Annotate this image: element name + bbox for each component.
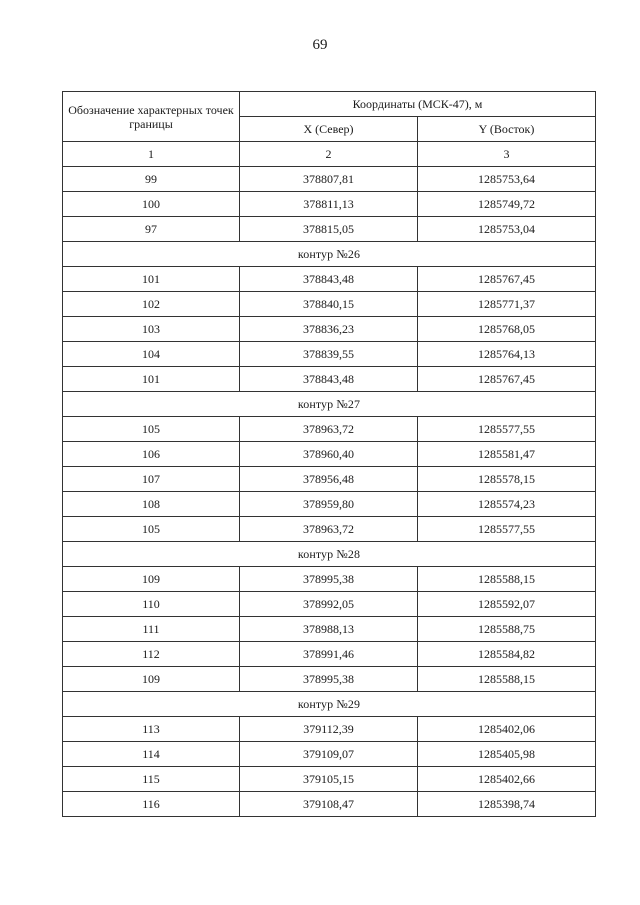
y-coordinate-cell: 1285771,37 — [418, 292, 596, 317]
y-coordinate-cell: 1285592,07 — [418, 592, 596, 617]
table-row — [63, 317, 596, 342]
x-coordinate-cell: 378836,23 — [240, 317, 418, 342]
point-id-cell: 104 — [63, 342, 240, 367]
x-coordinate-cell: 378815,05 — [240, 217, 418, 242]
point-id-cell: 109 — [63, 567, 240, 592]
x-coordinate-cell: 378959,80 — [240, 492, 418, 517]
column-number: 2 — [240, 142, 418, 167]
x-coordinate-cell: 379105,15 — [240, 767, 418, 792]
table-row — [63, 367, 596, 392]
y-coordinate-cell: 1285753,04 — [418, 217, 596, 242]
contour-heading: контур №27 — [63, 392, 596, 417]
point-id-cell: 115 — [63, 767, 240, 792]
coordinates-table — [62, 91, 596, 817]
header-x-north: X (Север) — [240, 117, 418, 142]
table-row — [63, 217, 596, 242]
table-row — [63, 417, 596, 442]
x-coordinate-cell: 378956,48 — [240, 467, 418, 492]
point-id-cell: 100 — [63, 192, 240, 217]
column-number: 3 — [418, 142, 596, 167]
table-row — [63, 292, 596, 317]
contour-heading: контур №28 — [63, 542, 596, 567]
table-row — [63, 592, 596, 617]
table-row — [63, 467, 596, 492]
table-row — [63, 492, 596, 517]
x-coordinate-cell: 378807,81 — [240, 167, 418, 192]
point-id-cell: 110 — [63, 592, 240, 617]
point-id-cell: 99 — [63, 167, 240, 192]
y-coordinate-cell: 1285398,74 — [418, 792, 596, 817]
point-id-cell: 103 — [63, 317, 240, 342]
table-row — [63, 617, 596, 642]
table-row — [63, 767, 596, 792]
y-coordinate-cell: 1285577,55 — [418, 517, 596, 542]
contour-heading: контур №29 — [63, 692, 596, 717]
x-coordinate-cell: 379112,39 — [240, 717, 418, 742]
contour-heading-row — [63, 242, 596, 267]
x-coordinate-cell: 378960,40 — [240, 442, 418, 467]
y-coordinate-cell: 1285767,45 — [418, 367, 596, 392]
x-coordinate-cell: 378811,13 — [240, 192, 418, 217]
y-coordinate-cell: 1285749,72 — [418, 192, 596, 217]
table-row — [63, 342, 596, 367]
y-coordinate-cell: 1285405,98 — [418, 742, 596, 767]
point-id-cell: 106 — [63, 442, 240, 467]
table-row — [63, 267, 596, 292]
y-coordinate-cell: 1285581,47 — [418, 442, 596, 467]
point-id-cell: 113 — [63, 717, 240, 742]
point-id-cell: 109 — [63, 667, 240, 692]
point-id-cell: 102 — [63, 292, 240, 317]
table-row — [63, 167, 596, 192]
contour-heading-row — [63, 692, 596, 717]
table-row — [63, 667, 596, 692]
table-row — [63, 442, 596, 467]
point-id-cell: 105 — [63, 517, 240, 542]
x-coordinate-cell: 378995,38 — [240, 567, 418, 592]
point-id-cell: 107 — [63, 467, 240, 492]
x-coordinate-cell: 378995,38 — [240, 667, 418, 692]
contour-heading: контур №26 — [63, 242, 596, 267]
y-coordinate-cell: 1285574,23 — [418, 492, 596, 517]
y-coordinate-cell: 1285402,06 — [418, 717, 596, 742]
table-row — [63, 742, 596, 767]
point-id-cell: 111 — [63, 617, 240, 642]
y-coordinate-cell: 1285768,05 — [418, 317, 596, 342]
point-id-cell: 116 — [63, 792, 240, 817]
table-row — [63, 717, 596, 742]
x-coordinate-cell: 378992,05 — [240, 592, 418, 617]
y-coordinate-cell: 1285577,55 — [418, 417, 596, 442]
contour-heading-row — [63, 392, 596, 417]
table-row — [63, 792, 596, 817]
point-id-cell: 97 — [63, 217, 240, 242]
y-coordinate-cell: 1285764,13 — [418, 342, 596, 367]
point-id-cell: 114 — [63, 742, 240, 767]
y-coordinate-cell: 1285588,15 — [418, 567, 596, 592]
x-coordinate-cell: 378963,72 — [240, 417, 418, 442]
point-id-cell: 105 — [63, 417, 240, 442]
x-coordinate-cell: 378991,46 — [240, 642, 418, 667]
table-row — [63, 642, 596, 667]
contour-heading-row — [63, 542, 596, 567]
y-coordinate-cell: 1285588,75 — [418, 617, 596, 642]
y-coordinate-cell: 1285584,82 — [418, 642, 596, 667]
page-number: 69 — [312, 37, 328, 53]
x-coordinate-cell: 378843,48 — [240, 367, 418, 392]
y-coordinate-cell: 1285588,15 — [418, 667, 596, 692]
y-coordinate-cell: 1285578,15 — [418, 467, 596, 492]
table-row — [63, 567, 596, 592]
y-coordinate-cell: 1285402,66 — [418, 767, 596, 792]
header-y-east: Y (Восток) — [418, 117, 596, 142]
x-coordinate-cell: 378839,55 — [240, 342, 418, 367]
point-id-cell: 108 — [63, 492, 240, 517]
x-coordinate-cell: 378988,13 — [240, 617, 418, 642]
y-coordinate-cell: 1285767,45 — [418, 267, 596, 292]
x-coordinate-cell: 379109,07 — [240, 742, 418, 767]
point-id-cell: 101 — [63, 367, 240, 392]
table-body — [63, 92, 596, 817]
header-coordinates: Координаты (МСК-47), м — [240, 92, 596, 117]
point-id-cell: 112 — [63, 642, 240, 667]
x-coordinate-cell: 378843,48 — [240, 267, 418, 292]
numbering-row — [63, 142, 596, 167]
header-row — [63, 92, 596, 117]
table-row — [63, 517, 596, 542]
y-coordinate-cell: 1285753,64 — [418, 167, 596, 192]
table-row — [63, 192, 596, 217]
x-coordinate-cell: 379108,47 — [240, 792, 418, 817]
header-point-designation: Обозначение характерных точек границы — [63, 92, 240, 142]
column-number: 1 — [63, 142, 240, 167]
point-id-cell: 101 — [63, 267, 240, 292]
x-coordinate-cell: 378840,15 — [240, 292, 418, 317]
x-coordinate-cell: 378963,72 — [240, 517, 418, 542]
